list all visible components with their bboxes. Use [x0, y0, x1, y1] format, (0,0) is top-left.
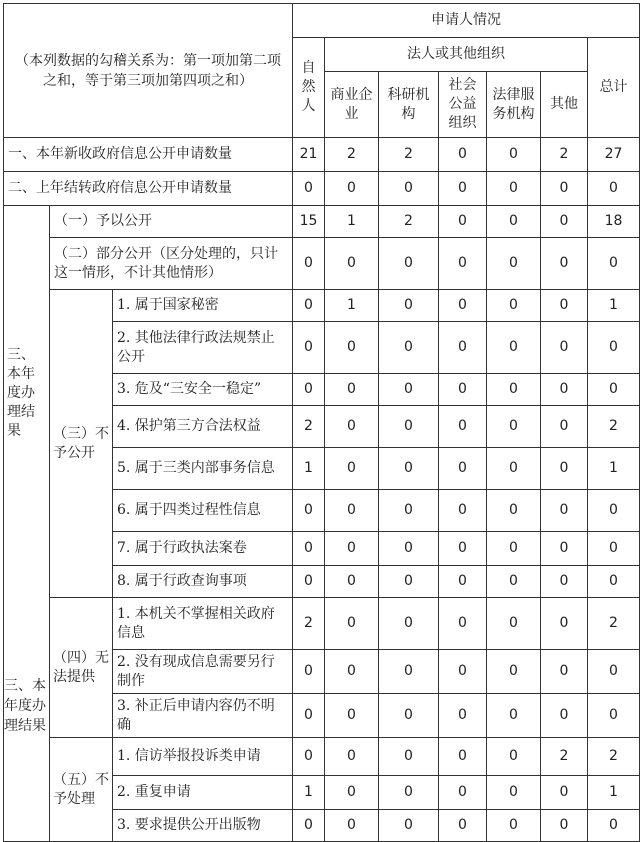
- value-cell: 0: [439, 490, 487, 532]
- row-label: 一、本年新收政府信息公开申请数量: [4, 138, 293, 172]
- business-header: 商业企业: [325, 72, 379, 138]
- row-label: 2. 其他法律行政法规禁止公开: [113, 322, 293, 374]
- value-cell: 0: [487, 238, 541, 290]
- value-cell: 0: [379, 776, 439, 810]
- value-cell: 0: [293, 566, 325, 598]
- social-header: 社会公益组织: [439, 72, 487, 138]
- value-cell: 0: [379, 694, 439, 738]
- value-cell: 2: [541, 138, 588, 172]
- table-row: [4, 206, 640, 238]
- table-row: [4, 738, 640, 776]
- row-label: 2. 没有现成信息需要另行制作: [113, 650, 293, 694]
- value-cell: 0: [541, 490, 588, 532]
- value-cell: 0: [379, 290, 439, 322]
- value-cell: 0: [439, 650, 487, 694]
- value-cell: 0: [379, 490, 439, 532]
- value-cell: 0: [325, 532, 379, 566]
- value-cell: 2: [325, 138, 379, 172]
- value-cell: 0: [541, 598, 588, 650]
- value-cell: 0: [588, 650, 640, 694]
- value-cell: 0: [293, 374, 325, 406]
- value-cell: 0: [541, 448, 588, 490]
- value-cell: 0: [541, 406, 588, 448]
- value-cell: 0: [325, 406, 379, 448]
- value-cell: 0: [379, 738, 439, 776]
- row-label: 1. 属于国家秘密: [113, 290, 293, 322]
- section-three-repeat-label: 三、本年度办理结果: [4, 678, 46, 734]
- value-cell: 0: [439, 322, 487, 374]
- table-row: [4, 238, 640, 290]
- value-cell: 0: [541, 694, 588, 738]
- value-cell: 2: [588, 406, 640, 448]
- value-cell: 0: [439, 738, 487, 776]
- group-label: （三）不予公开: [50, 290, 113, 598]
- value-cell: 0: [541, 566, 588, 598]
- value-cell: 1: [293, 776, 325, 810]
- value-cell: 0: [541, 238, 588, 290]
- value-cell: 2: [379, 138, 439, 172]
- value-cell: 2: [379, 206, 439, 238]
- value-cell: 0: [439, 238, 487, 290]
- value-cell: 2: [588, 738, 640, 776]
- value-cell: 0: [487, 532, 541, 566]
- value-cell: 0: [293, 290, 325, 322]
- value-cell: 1: [588, 290, 640, 322]
- value-cell: 0: [439, 694, 487, 738]
- value-cell: 0: [541, 322, 588, 374]
- value-cell: 0: [487, 650, 541, 694]
- legal-service-header: 法律服务机构: [487, 72, 541, 138]
- row-label: 3. 补正后申请内容仍不明确: [113, 694, 293, 738]
- value-cell: 0: [588, 490, 640, 532]
- value-cell: 15: [293, 206, 325, 238]
- value-cell: 0: [325, 566, 379, 598]
- value-cell: 1: [325, 290, 379, 322]
- value-cell: 0: [541, 650, 588, 694]
- note-cell: （本列数据的勾稽关系为：第一项加第二项之和，等于第三项加第四项之和）: [4, 4, 293, 138]
- value-cell: 0: [325, 448, 379, 490]
- value-cell: 0: [293, 694, 325, 738]
- value-cell: 0: [379, 650, 439, 694]
- row-label: 8. 属于行政查询事项: [113, 566, 293, 598]
- value-cell: 0: [293, 810, 325, 842]
- value-cell: 0: [325, 694, 379, 738]
- value-cell: 0: [439, 290, 487, 322]
- row-label: 7. 属于行政执法案卷: [113, 532, 293, 566]
- value-cell: 0: [325, 172, 379, 206]
- research-header: 科研机构: [379, 72, 439, 138]
- value-cell: 0: [487, 172, 541, 206]
- value-cell: 0: [487, 138, 541, 172]
- value-cell: 1: [588, 448, 640, 490]
- value-cell: 0: [588, 532, 640, 566]
- value-cell: 0: [487, 694, 541, 738]
- value-cell: 0: [439, 138, 487, 172]
- table-row: [4, 598, 640, 650]
- value-cell: 0: [439, 374, 487, 406]
- natural-person-header: 自然人: [293, 38, 325, 138]
- total-header: 总计: [588, 38, 640, 138]
- row-label: 1. 本机关不掌握相关政府信息: [113, 598, 293, 650]
- table-row: [4, 290, 640, 322]
- row-label: 二、上年结转政府信息公开申请数量: [4, 172, 293, 206]
- value-cell: 0: [541, 172, 588, 206]
- value-cell: 0: [293, 172, 325, 206]
- value-cell: 0: [487, 374, 541, 406]
- value-cell: 0: [541, 206, 588, 238]
- value-cell: 0: [588, 374, 640, 406]
- value-cell: 0: [293, 650, 325, 694]
- value-cell: 0: [439, 566, 487, 598]
- value-cell: 0: [293, 532, 325, 566]
- value-cell: 1: [293, 448, 325, 490]
- value-cell: 0: [293, 322, 325, 374]
- value-cell: 0: [487, 738, 541, 776]
- value-cell: 0: [541, 290, 588, 322]
- value-cell: 0: [541, 810, 588, 842]
- value-cell: 0: [379, 238, 439, 290]
- row-label: 6. 属于四类过程性信息: [113, 490, 293, 532]
- value-cell: 0: [325, 374, 379, 406]
- value-cell: 0: [379, 322, 439, 374]
- value-cell: 0: [487, 322, 541, 374]
- group-label: （五）不予处理: [50, 738, 113, 842]
- value-cell: 2: [541, 738, 588, 776]
- value-cell: 0: [588, 694, 640, 738]
- value-cell: 0: [379, 532, 439, 566]
- row-label: 2. 重复申请: [113, 776, 293, 810]
- row-label: 5. 属于三类内部事务信息: [113, 448, 293, 490]
- value-cell: 0: [439, 776, 487, 810]
- value-cell: 0: [439, 172, 487, 206]
- section-three-label: 三、本年度办理结果: [4, 206, 50, 842]
- value-cell: 0: [487, 490, 541, 532]
- value-cell: 0: [439, 598, 487, 650]
- row-label: （一）予以公开: [50, 206, 293, 238]
- value-cell: 0: [325, 650, 379, 694]
- row-label: 1. 信访举报投诉类申请: [113, 738, 293, 776]
- value-cell: 1: [588, 776, 640, 810]
- value-cell: 0: [325, 776, 379, 810]
- value-cell: 2: [588, 598, 640, 650]
- value-cell: 0: [588, 238, 640, 290]
- value-cell: 0: [439, 532, 487, 566]
- value-cell: 0: [325, 738, 379, 776]
- value-cell: 0: [487, 598, 541, 650]
- value-cell: 0: [379, 448, 439, 490]
- value-cell: 0: [379, 406, 439, 448]
- value-cell: 0: [325, 238, 379, 290]
- value-cell: 2: [293, 598, 325, 650]
- group-label: （四）无法提供: [50, 598, 113, 738]
- row-label: 3. 要求提供公开出版物: [113, 810, 293, 842]
- value-cell: 0: [487, 566, 541, 598]
- value-cell: 0: [588, 566, 640, 598]
- value-cell: 0: [541, 776, 588, 810]
- value-cell: 0: [293, 238, 325, 290]
- value-cell: 0: [439, 406, 487, 448]
- value-cell: 0: [325, 810, 379, 842]
- value-cell: 0: [588, 172, 640, 206]
- row-label: 3. 危及“三安全一稳定”: [113, 374, 293, 406]
- value-cell: 0: [293, 490, 325, 532]
- value-cell: 0: [588, 322, 640, 374]
- value-cell: 0: [379, 566, 439, 598]
- value-cell: 18: [588, 206, 640, 238]
- value-cell: 0: [487, 206, 541, 238]
- value-cell: 0: [379, 598, 439, 650]
- value-cell: 0: [325, 598, 379, 650]
- value-cell: 0: [487, 448, 541, 490]
- value-cell: 0: [588, 810, 640, 842]
- value-cell: 0: [487, 776, 541, 810]
- value-cell: 1: [325, 206, 379, 238]
- value-cell: 0: [293, 738, 325, 776]
- value-cell: 0: [541, 374, 588, 406]
- value-cell: 0: [325, 322, 379, 374]
- other-header: 其他: [541, 72, 588, 138]
- value-cell: 2: [293, 406, 325, 448]
- value-cell: 0: [487, 810, 541, 842]
- value-cell: 0: [439, 448, 487, 490]
- value-cell: 0: [379, 374, 439, 406]
- value-cell: 0: [379, 172, 439, 206]
- applicant-header: 申请人情况: [293, 4, 640, 38]
- value-cell: 0: [487, 406, 541, 448]
- value-cell: 21: [293, 138, 325, 172]
- row-label: 4. 保护第三方合法权益: [113, 406, 293, 448]
- value-cell: 0: [439, 206, 487, 238]
- value-cell: 0: [487, 290, 541, 322]
- row-label: （二）部分公开（区分处理的，只计这一情形，不计其他情形）: [50, 238, 293, 290]
- disclosure-stats-table: [3, 3, 640, 842]
- legal-group-header: 法人或其他组织: [325, 38, 588, 72]
- value-cell: 0: [379, 810, 439, 842]
- value-cell: 0: [541, 532, 588, 566]
- table-row: [4, 138, 640, 172]
- value-cell: 27: [588, 138, 640, 172]
- value-cell: 0: [439, 810, 487, 842]
- value-cell: 0: [325, 490, 379, 532]
- table-row: [4, 172, 640, 206]
